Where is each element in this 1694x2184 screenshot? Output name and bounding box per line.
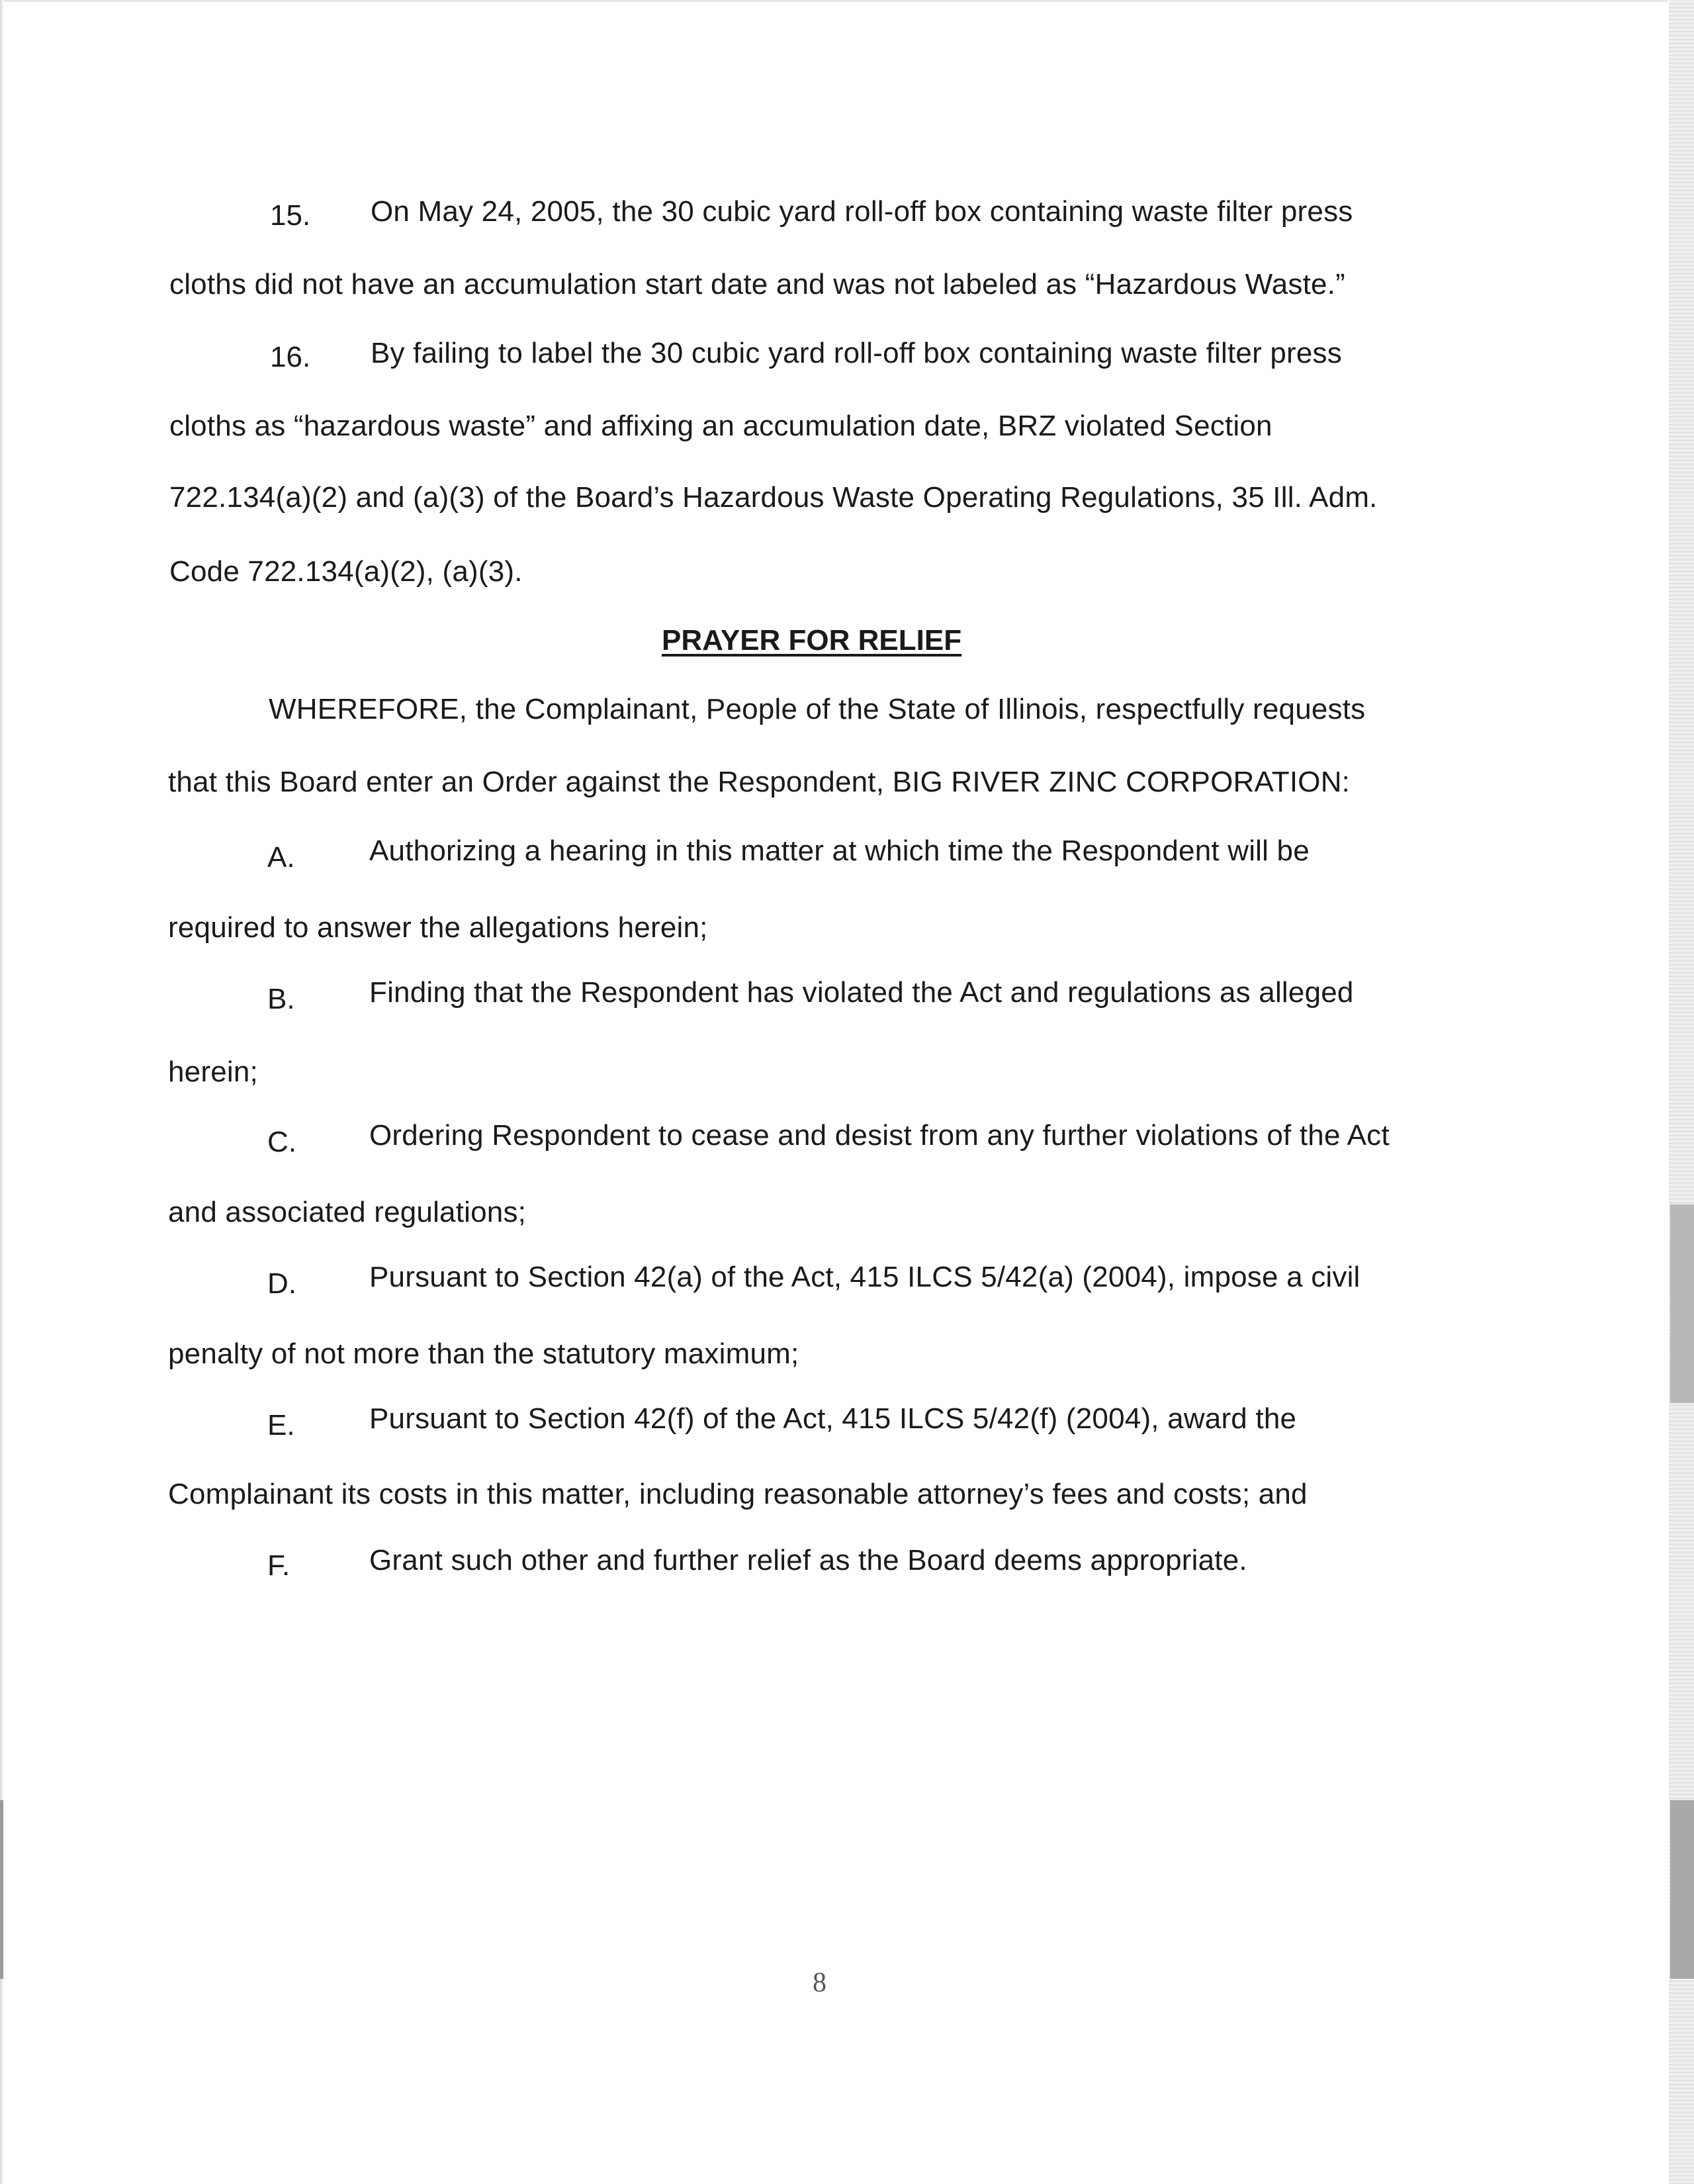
paragraph-text: that this Board enter an Order against the Respondent, BIG RIVER ZINC CORPORATION: <box>168 766 1351 798</box>
list-item-text: Complainant its costs in this matter, including reasonable attorney’s fees and costs; and <box>168 1478 1308 1510</box>
scan-edge-right-mark <box>1670 1800 1694 1979</box>
list-item-text: Authorizing a hearing in this matter at which time the Respondent will be <box>369 835 1310 867</box>
paragraph-text: By failing to label the 30 cubic yard roll-off box containing waste filter press <box>371 337 1342 369</box>
list-letter: B. <box>267 983 295 1015</box>
list-item-text: Grant such other and further relief as the Board deems appropriate. <box>369 1544 1247 1576</box>
page-number: 8 <box>813 1968 826 1998</box>
paragraph-number: 15. <box>270 199 311 232</box>
list-item-text: Ordering Respondent to cease and desist from any further violations of the Act <box>369 1119 1390 1152</box>
paragraph-text: WHEREFORE, the Complainant, People of the State of Illinois, respectfully requests <box>269 693 1366 725</box>
list-item-text: Pursuant to Section 42(a) of the Act, 415 ILCS 5/42(a) (2004), impose a civil <box>369 1261 1360 1293</box>
scan-edge-left-mark <box>0 1800 3 1979</box>
list-item-text: Pursuant to Section 42(f) of the Act, 415 ILCS 5/42(f) (2004), award the <box>369 1402 1297 1435</box>
paragraph-text: cloths as “hazardous waste” and affixing an accumulation date, BRZ violated Section <box>169 410 1272 442</box>
list-item-text: Finding that the Respondent has violated the Act and regulations as alleged <box>369 976 1354 1009</box>
paragraph-text: cloths did not have an accumulation start date and was not labeled as “Hazardous Waste.” <box>169 268 1345 300</box>
scan-edge-top <box>0 0 1668 2</box>
list-letter: F. <box>267 1549 290 1582</box>
list-item-text: and associated regulations; <box>168 1196 527 1228</box>
paragraph-text: Code 722.134(a)(2), (a)(3). <box>169 555 523 588</box>
list-letter: C. <box>267 1126 296 1158</box>
list-letter: D. <box>267 1267 296 1300</box>
list-letter: E. <box>267 1409 295 1441</box>
paragraph-number: 16. <box>270 341 311 373</box>
list-item-text: herein; <box>168 1056 258 1088</box>
paragraph-text: On May 24, 2005, the 30 cubic yard roll-off box containing waste filter press <box>371 195 1353 228</box>
section-heading: PRAYER FOR RELIEF <box>662 624 962 657</box>
scan-edge-right-mark <box>1670 1205 1694 1403</box>
list-item-text: penalty of not more than the statutory maximum; <box>168 1338 799 1370</box>
paragraph-text: 722.134(a)(2) and (a)(3) of the Board’s Hazardous Waste Operating Regulations, 35 Ill. Adm. <box>169 481 1378 514</box>
list-letter: A. <box>267 841 295 874</box>
list-item-text: required to answer the allegations herein; <box>168 911 708 944</box>
